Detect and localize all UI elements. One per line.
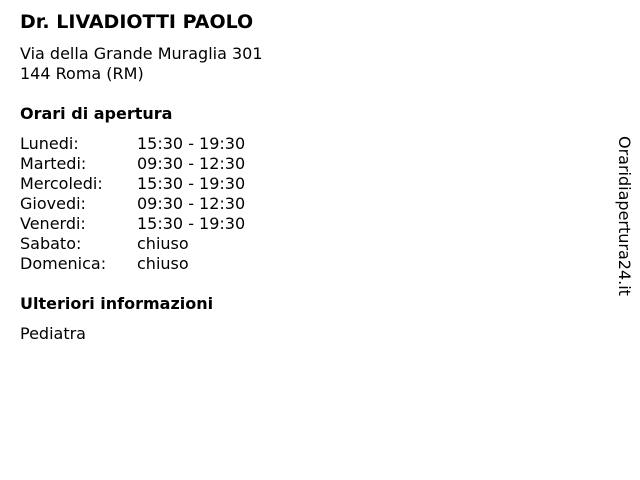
day-label: Martedi: xyxy=(20,154,87,173)
hours-row-thursday xyxy=(20,194,245,214)
business-address xyxy=(20,44,263,84)
time-value: 15:30 - 19:30 xyxy=(137,174,246,193)
further-info-heading: Ulteriori informazioni xyxy=(20,294,214,313)
hours-row-saturday xyxy=(20,234,245,254)
opening-hours-heading: Orari di apertura xyxy=(20,104,173,123)
day-label: Sabato: xyxy=(20,234,82,253)
address-city: 144 Roma (RM) xyxy=(20,64,144,83)
address-street: Via della Grande Muraglia 301 xyxy=(20,44,263,63)
time-value: 15:30 - 19:30 xyxy=(137,134,246,153)
day-label: Venerdi: xyxy=(20,214,86,233)
site-watermark: Oraridiapertura24.it xyxy=(615,136,634,296)
hours-row-monday xyxy=(20,134,245,154)
further-info-text: Pediatra xyxy=(20,324,86,343)
day-label: Domenica: xyxy=(20,254,107,273)
hours-row-sunday xyxy=(20,254,245,274)
hours-row-tuesday xyxy=(20,154,245,174)
opening-hours-list xyxy=(20,134,245,274)
day-label: Mercoledi: xyxy=(20,174,103,193)
time-value: 15:30 - 19:30 xyxy=(137,214,246,233)
business-name: Dr. LIVADIOTTI PAOLO xyxy=(20,11,254,33)
day-label: Giovedi: xyxy=(20,194,86,213)
time-value: 09:30 - 12:30 xyxy=(137,154,246,173)
day-label: Lunedi: xyxy=(20,134,79,153)
time-value: 09:30 - 12:30 xyxy=(137,194,246,213)
hours-row-friday xyxy=(20,214,245,234)
time-value: chiuso xyxy=(137,234,189,253)
hours-row-wednesday xyxy=(20,174,245,194)
time-value: chiuso xyxy=(137,254,189,273)
